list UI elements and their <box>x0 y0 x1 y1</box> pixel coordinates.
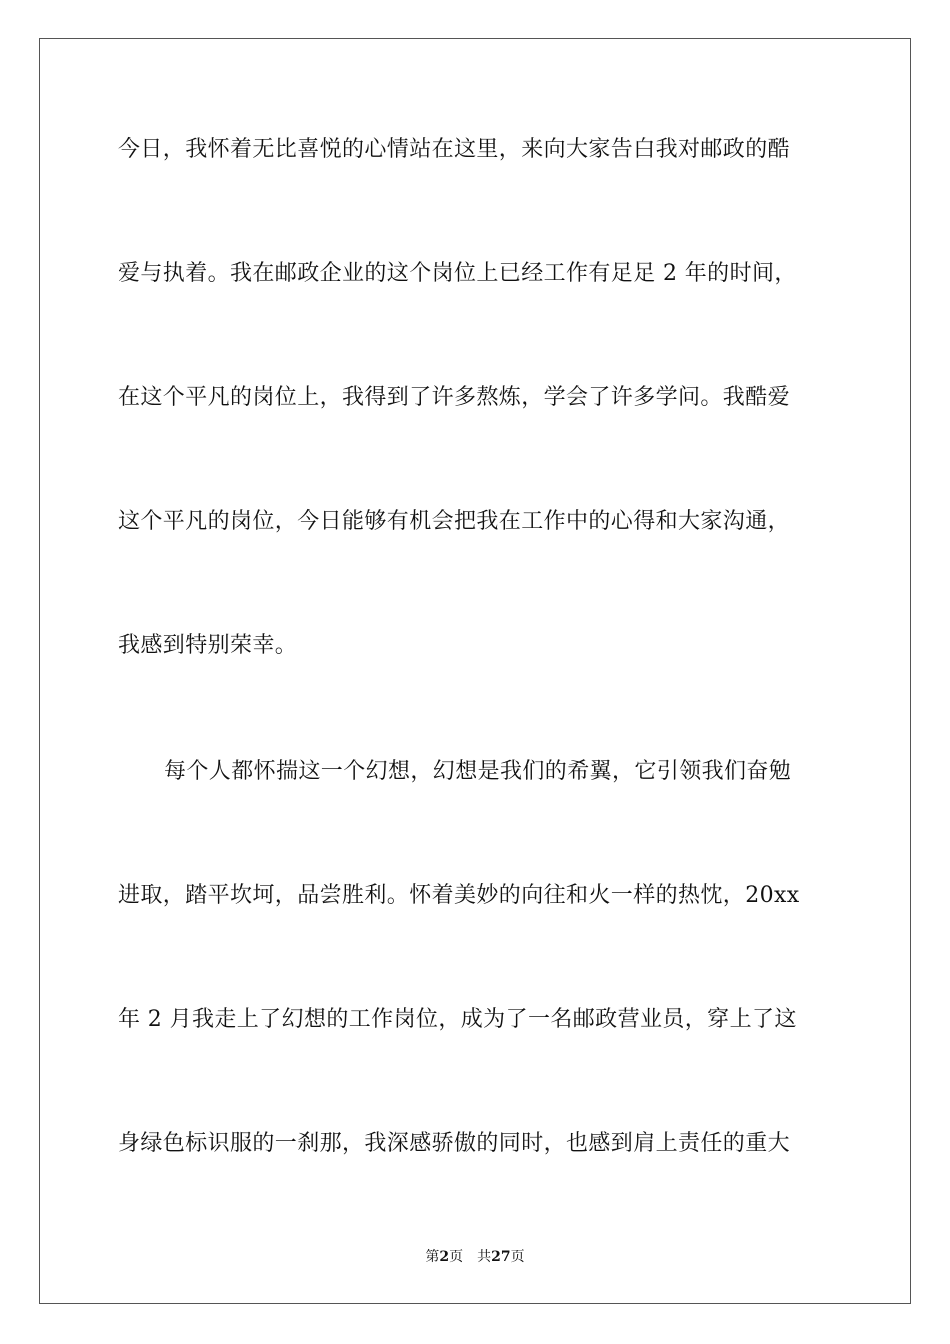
total-suffix: 页 <box>510 1249 525 1265</box>
paragraph-1-line-5: 我感到特别荣幸。 <box>118 633 298 658</box>
page-border <box>39 38 911 1304</box>
paragraph-2-line-1: 每个人都怀揣这一个幻想，幻想是我们的希翼，它引领我们奋勉 <box>164 759 792 784</box>
paragraph-2-line-4: 身绿色标识服的一刹那，我深感骄傲的同时，也感到肩上责任的重大 <box>118 1131 791 1156</box>
total-prefix: 共 <box>477 1249 492 1265</box>
paragraph-1-line-4: 这个平凡的岗位，今日能够有机会把我在工作中的心得和大家沟通， <box>118 509 791 534</box>
paragraph-1-line-1: 今日，我怀着无比喜悦的心情站在这里，来向大家告白我对邮政的酷 <box>118 137 791 162</box>
page-prefix: 第 <box>425 1249 440 1265</box>
paragraph-1-line-3: 在这个平凡的岗位上，我得到了许多熬炼，学会了许多学问。我酷爱 <box>118 385 791 410</box>
paragraph-2-line-3: 年 2 月我走上了幻想的工作岗位，成为了一名邮政营业员，穿上了这 <box>118 1007 797 1032</box>
page-suffix: 页 <box>449 1249 464 1265</box>
paragraph-1-line-2: 爱与执着。我在邮政企业的这个岗位上已经工作有足足 2 年的时间， <box>118 261 797 286</box>
page-footer <box>0 1248 950 1266</box>
paragraph-2-line-2: 进取，踏平坎坷，品尝胜利。怀着美妙的向往和火一样的热忱，20xx <box>118 883 800 908</box>
page-number: 2 <box>439 1249 450 1265</box>
total-pages: 27 <box>491 1249 511 1265</box>
